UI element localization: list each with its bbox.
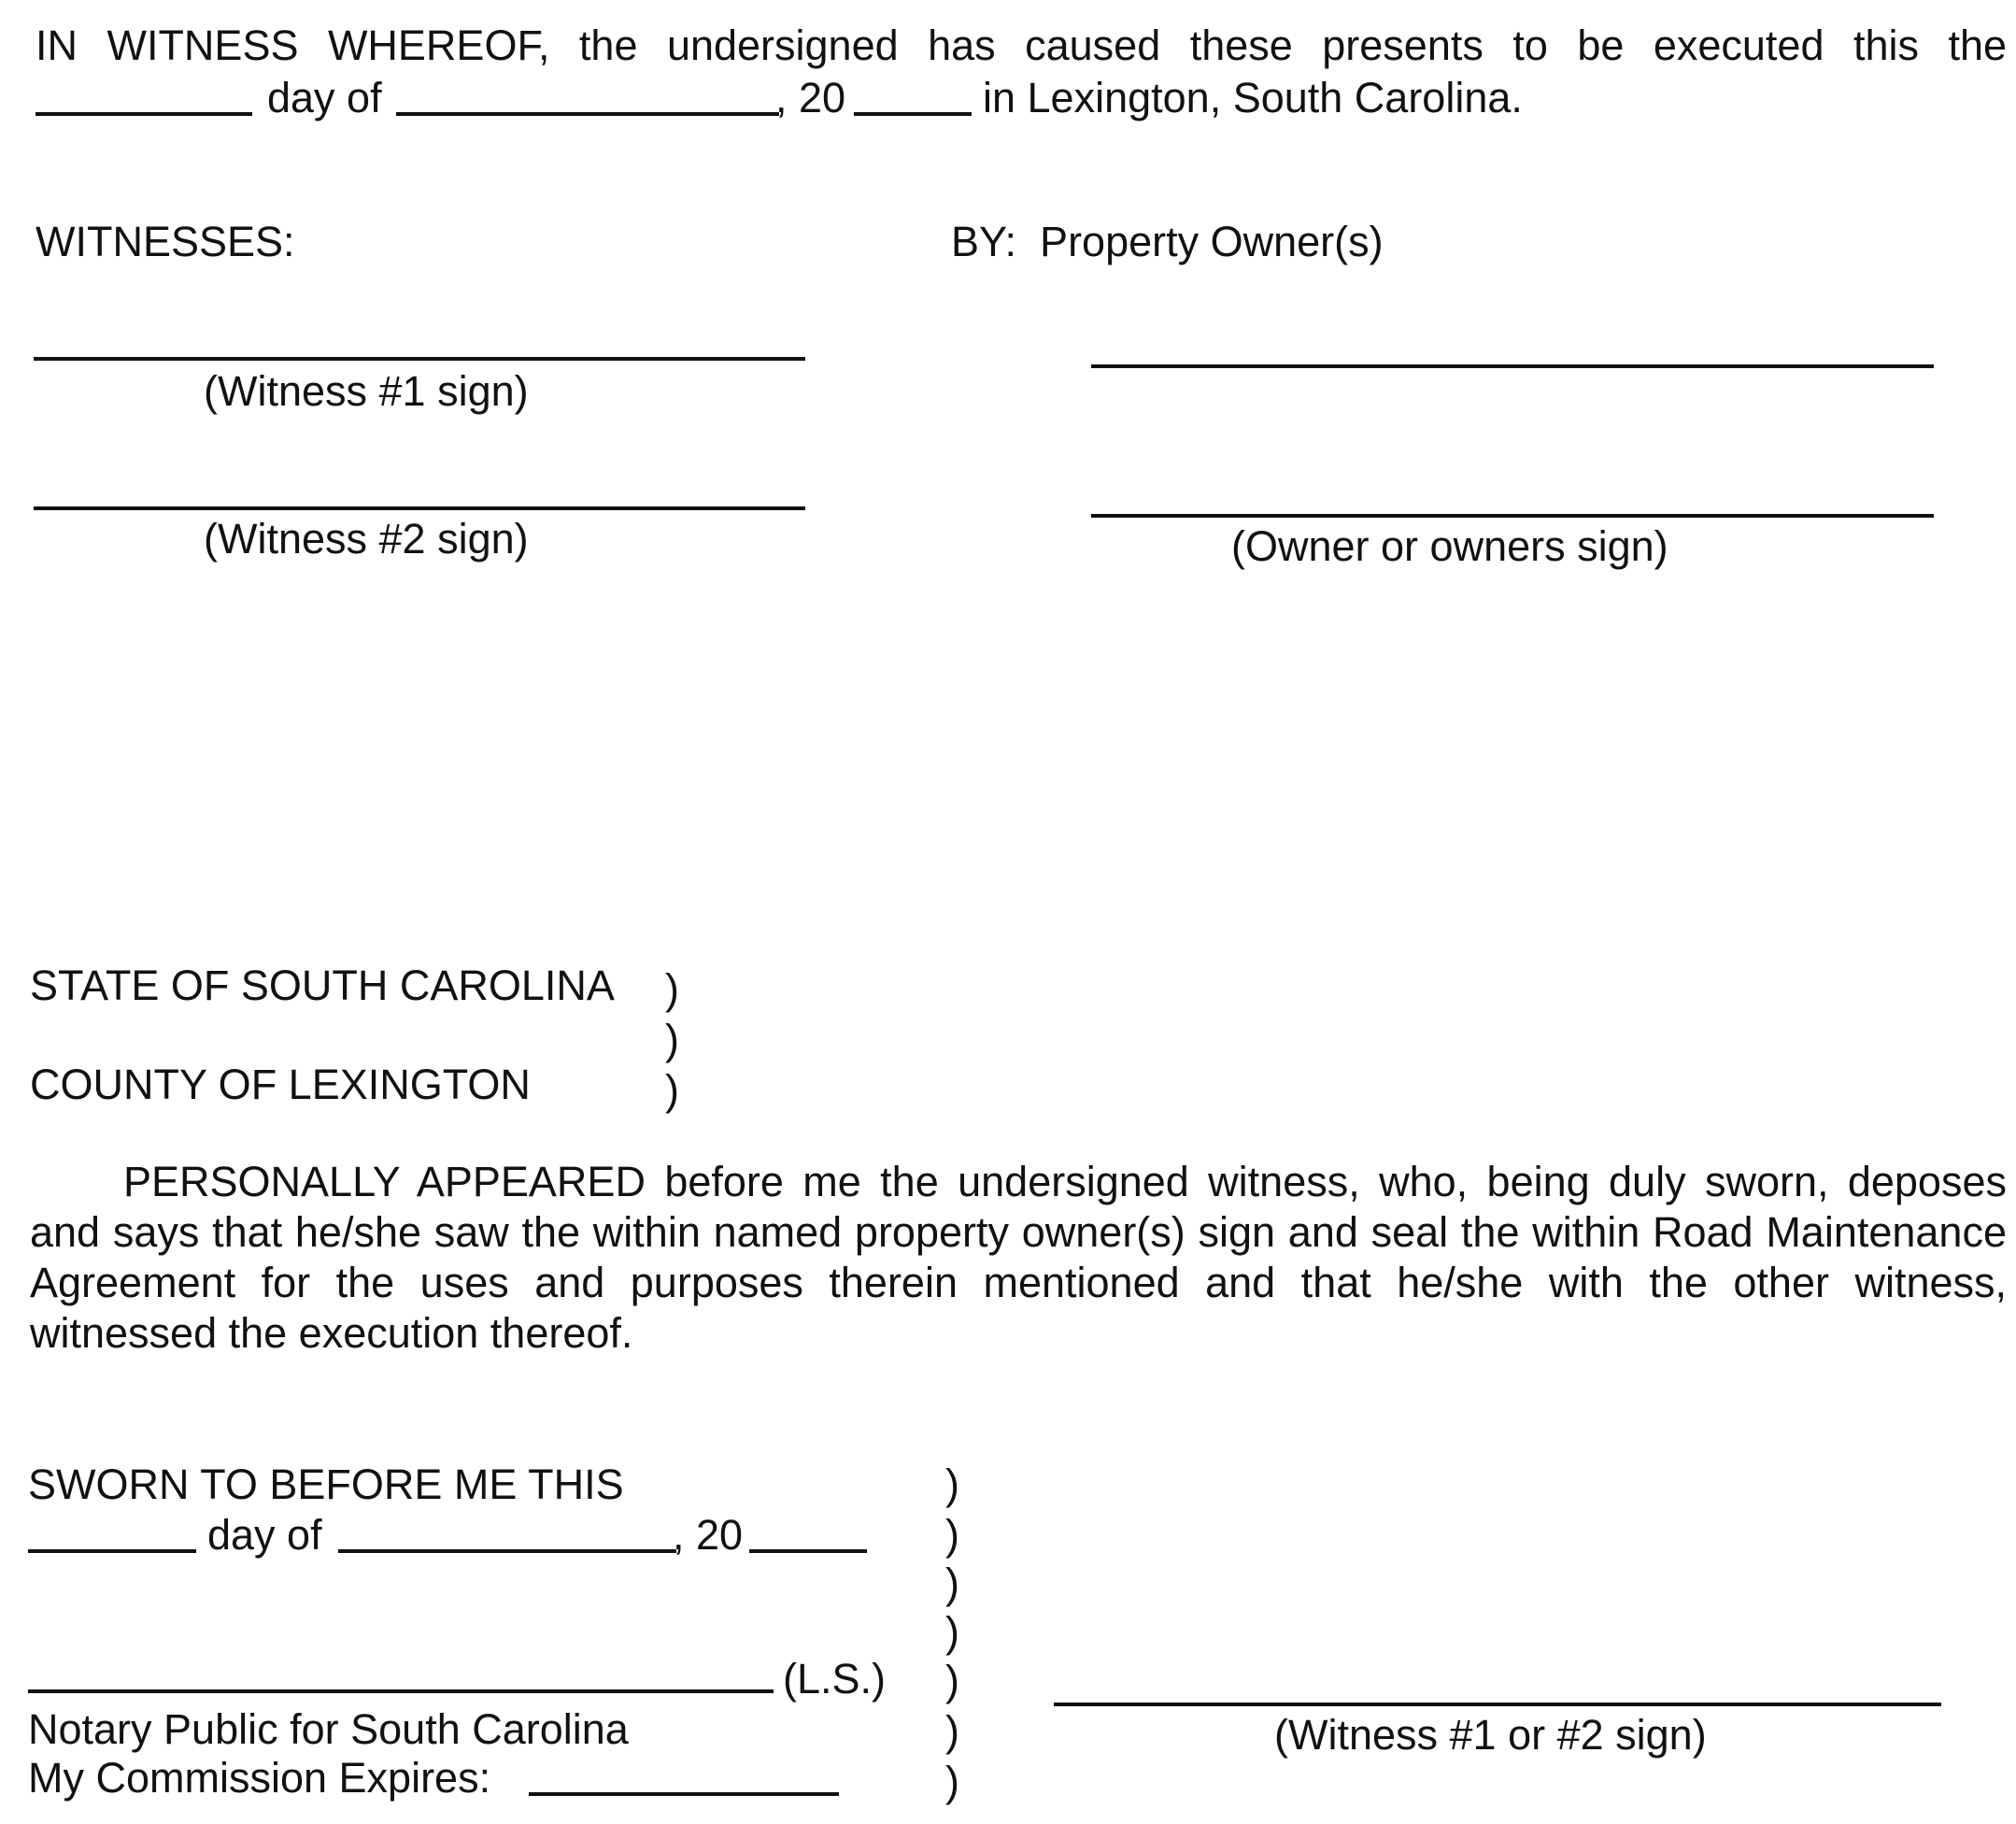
execution-year-blank[interactable] [854,112,972,116]
sworn-heading: SWORN TO BEFORE ME THIS [28,1461,624,1508]
notary-day-blank[interactable] [28,1549,196,1553]
witness-either-label: (Witness #1 or #2 sign) [1274,1711,1707,1759]
notary-title: Notary Public for South Carolina [28,1705,629,1753]
venue-county: COUNTY OF LEXINGTON [30,1061,531,1108]
notary-paren-7: ) [945,1758,959,1805]
execution-intro: IN WITNESS WHEREOF, the undersigned has caused these presents to be executed this the [35,21,2007,69]
witness1-label: (Witness #1 sign) [204,367,529,415]
notary-paren-4: ) [945,1608,959,1656]
notary-paren-1: ) [945,1461,959,1508]
venue-paren-1: ) [665,965,679,1013]
notary-month-blank[interactable] [338,1549,676,1553]
notary-day-of: day of [207,1511,322,1559]
venue-paren-3: ) [665,1066,679,1114]
witnesses-heading: WITNESSES: [35,218,295,265]
witness-either-signature-line[interactable] [1054,1703,1941,1706]
witness1-signature-line[interactable] [34,357,805,361]
commission-expires-blank[interactable] [529,1792,839,1796]
commission-expires: My Commission Expires: [28,1754,491,1802]
witness2-signature-line[interactable] [34,506,805,510]
execution-day-blank[interactable] [35,112,252,116]
notary-paren-2: ) [945,1511,959,1559]
execution-day-of: day of [267,74,382,121]
affidavit-text: PERSONALLY APPEARED before me the undersigned witness, who, being duly sworn, deposes and says that he/she saw the within named property owner(s) sign and seal the within Road Maintenance Agreement for the uses and purposes therein mentioned and that he/she with the other witness, witnessed the execution thereof. [30,1158,2007,1357]
venue-state: STATE OF SOUTH CAROLINA [30,962,615,1009]
execution-year-prefix: , 20 [775,74,846,121]
venue-paren-2: ) [665,1016,679,1063]
owner-label: (Owner or owners sign) [1231,522,1668,570]
ls-label: (L.S.) [783,1655,887,1703]
witness2-label: (Witness #2 sign) [204,515,529,563]
execution-month-blank[interactable] [396,112,779,116]
notary-paren-6: ) [945,1707,959,1755]
by-property-owners-heading: BY: Property Owner(s) [951,218,1384,265]
owner2-signature-line[interactable] [1091,514,1934,518]
notary-paren-5: ) [945,1657,959,1704]
affidavit-paragraph [30,1157,2007,1359]
execution-location: in Lexington, South Carolina. [983,74,1523,121]
owner1-signature-line[interactable] [1091,364,1934,368]
notary-paren-3: ) [945,1560,959,1607]
notary-year-prefix: , 20 [673,1511,744,1559]
notary-year-blank[interactable] [749,1549,867,1553]
notary-signature-line[interactable] [28,1689,774,1693]
